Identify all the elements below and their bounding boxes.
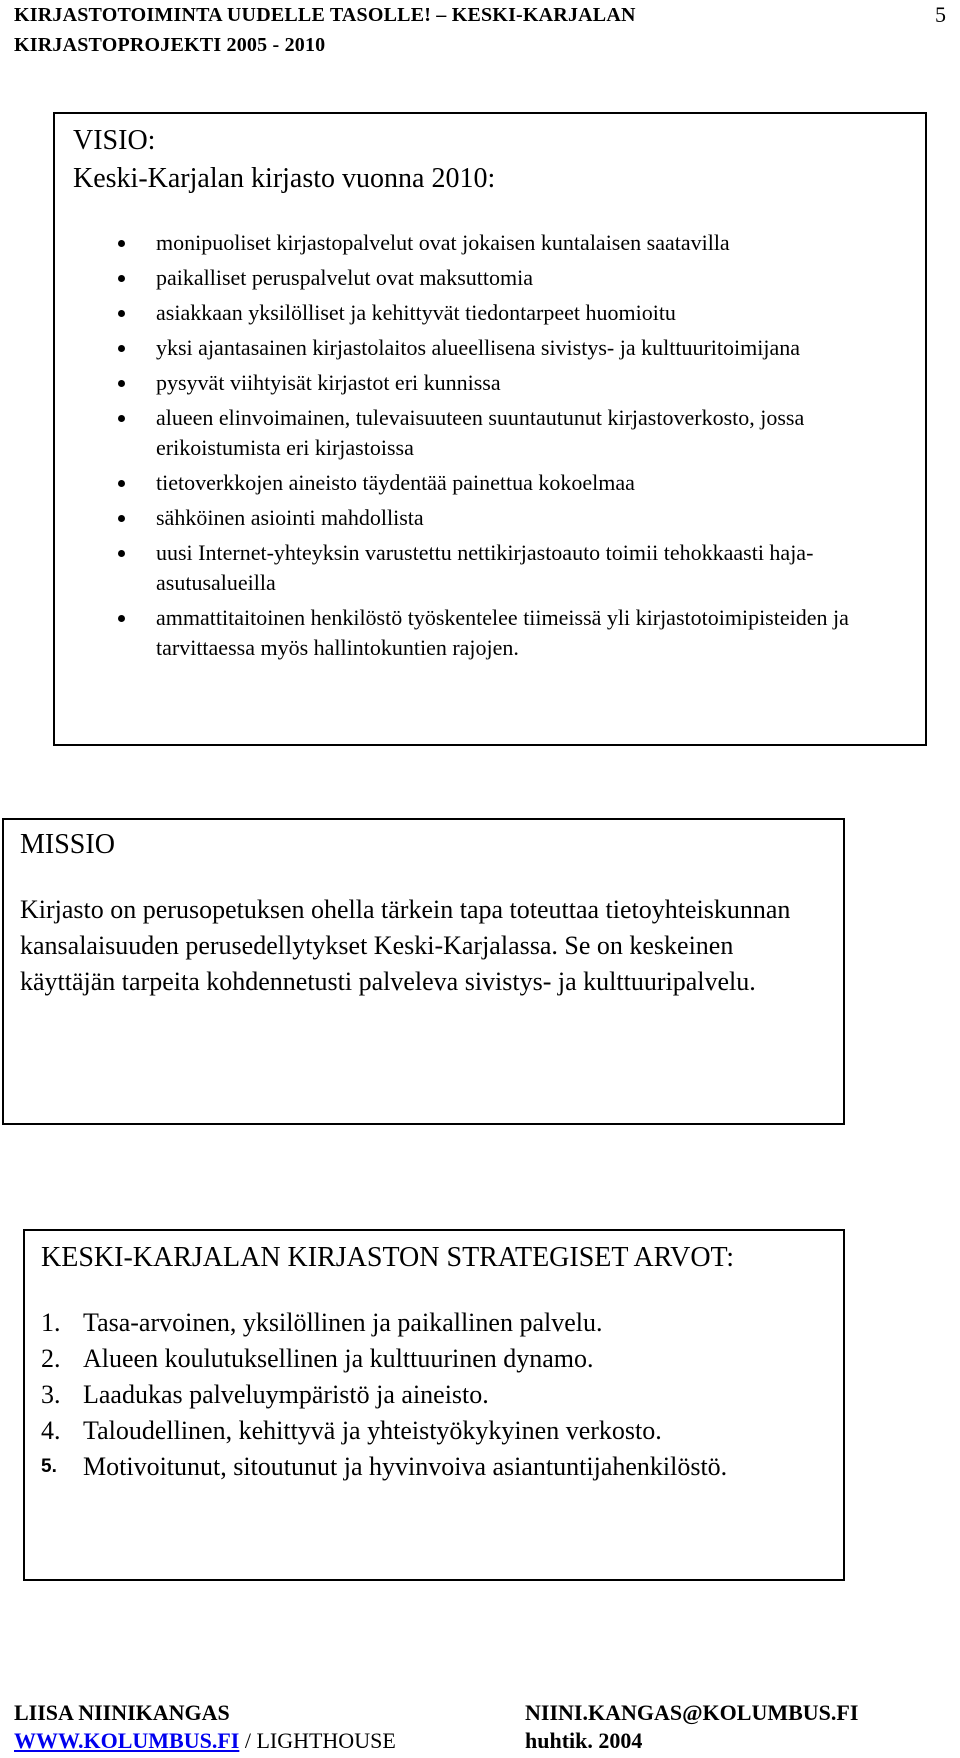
list-item-text: paikalliset peruspalvelut ovat maksuttomia bbox=[156, 265, 533, 290]
item-number: 3. bbox=[41, 1380, 61, 1409]
list-item bbox=[73, 403, 909, 463]
missio-body: Kirjasto on perusopetuksen ohella tärkein tapa toteuttaa tietoyhteiskunnan kansalaisuuden perusedellytykset Keski-Karjalassa. Se on keskeinen käyttäjän tarpeita kohdennetusti palveleva sivistys- ja kulttuuripalvelu. bbox=[20, 895, 791, 996]
list-item-text: Taloudellinen, kehittyvä ja yhteistyökykyinen verkosto. bbox=[83, 1416, 662, 1445]
item-number: 5. bbox=[41, 1456, 57, 1477]
list-item bbox=[73, 368, 909, 398]
list-item-text: uusi Internet-yhteyksin varustettu nettikirjastoauto toimii tehokkaasti haja-asutusalueilla bbox=[156, 540, 814, 595]
list-item-text: yksi ajantasainen kirjastolaitos alueellisena sivistys- ja kulttuuritoimijana bbox=[156, 335, 800, 360]
visio-list bbox=[73, 228, 909, 663]
list-item-text: ammattitaitoinen henkilöstö työskentelee tiimeissä yli kirjastotoimipisteiden ja tarvittaessa myös hallintokuntien rajojen. bbox=[156, 605, 849, 660]
footer-author: LIISA NIINIKANGAS bbox=[14, 1700, 230, 1725]
bullet-icon bbox=[118, 550, 125, 557]
arvot-heading: KESKI-KARJALAN KIRJASTON STRATEGISET ARVOT: bbox=[41, 1242, 735, 1273]
item-number: 1. bbox=[41, 1308, 61, 1337]
list-item-text: Alueen koulutuksellinen ja kulttuurinen dynamo. bbox=[83, 1344, 594, 1373]
bullet-icon bbox=[118, 240, 125, 247]
missio-box bbox=[2, 818, 845, 1125]
list-item bbox=[41, 1413, 827, 1449]
header-line-1: KIRJASTOTOIMINTA UUDELLE TASOLLE! – KESKI-KARJALAN bbox=[14, 4, 636, 26]
list-item bbox=[73, 503, 909, 533]
list-item-text: monipuoliset kirjastopalvelut ovat jokaisen kuntalaisen saatavilla bbox=[156, 230, 730, 255]
page-header bbox=[14, 0, 914, 60]
list-item bbox=[73, 468, 909, 498]
header-line-2: KIRJASTOPROJEKTI 2005 - 2010 bbox=[14, 34, 326, 56]
list-item-text: alueen elinvoimainen, tulevaisuuteen suuntautunut kirjastoverkosto, jossa erikoistumista eri kirjastoissa bbox=[156, 405, 805, 460]
page-number: 5 bbox=[935, 2, 946, 27]
footer-email[interactable]: NIINI.KANGAS@KOLUMBUS.FI bbox=[525, 1700, 859, 1725]
list-item-text: tietoverkkojen aineisto täydentää painettua kokoelmaa bbox=[156, 470, 635, 495]
bullet-icon bbox=[118, 380, 125, 387]
list-item bbox=[41, 1305, 827, 1341]
list-item-text: sähköinen asiointi mahdollista bbox=[156, 505, 424, 530]
visio-heading: VISIO: bbox=[73, 125, 156, 156]
list-item bbox=[41, 1449, 827, 1485]
footer-website-suffix: / LIGHTHOUSE bbox=[239, 1728, 396, 1753]
list-item-text: pysyvät viihtyisät kirjastot eri kunnissa bbox=[156, 370, 501, 395]
page-footer bbox=[14, 1699, 944, 1755]
item-number: 4. bbox=[41, 1416, 61, 1445]
list-item bbox=[41, 1377, 827, 1413]
list-item bbox=[73, 228, 909, 258]
bullet-icon bbox=[118, 480, 125, 487]
list-item bbox=[73, 538, 909, 598]
footer-website-link[interactable]: WWW.KOLUMBUS.FI bbox=[14, 1728, 240, 1753]
list-item-text: asiakkaan yksilölliset ja kehittyvät tiedontarpeet huomioitu bbox=[156, 300, 676, 325]
arvot-list bbox=[41, 1305, 827, 1485]
visio-subheading: Keski-Karjalan kirjasto vuonna 2010: bbox=[73, 163, 496, 194]
item-number: 2. bbox=[41, 1344, 61, 1373]
bullet-icon bbox=[118, 345, 125, 352]
list-item-text: Laadukas palveluympäristö ja aineisto. bbox=[83, 1380, 489, 1409]
bullet-icon bbox=[118, 415, 125, 422]
list-item bbox=[41, 1341, 827, 1377]
list-item bbox=[73, 298, 909, 328]
bullet-icon bbox=[118, 275, 125, 282]
visio-box bbox=[53, 112, 927, 746]
list-item bbox=[73, 263, 909, 293]
missio-heading: MISSIO bbox=[20, 829, 115, 860]
arvot-box bbox=[23, 1229, 845, 1581]
list-item bbox=[73, 603, 909, 663]
bullet-icon bbox=[118, 310, 125, 317]
list-item-text: Tasa-arvoinen, yksilöllinen ja paikallinen palvelu. bbox=[83, 1308, 603, 1337]
list-item bbox=[73, 333, 909, 363]
bullet-icon bbox=[118, 615, 125, 622]
footer-date: huhtik. 2004 bbox=[525, 1728, 643, 1753]
list-item-text: Motivoitunut, sitoutunut ja hyvinvoiva asiantuntijahenkilöstö. bbox=[83, 1452, 728, 1481]
bullet-icon bbox=[118, 515, 125, 522]
